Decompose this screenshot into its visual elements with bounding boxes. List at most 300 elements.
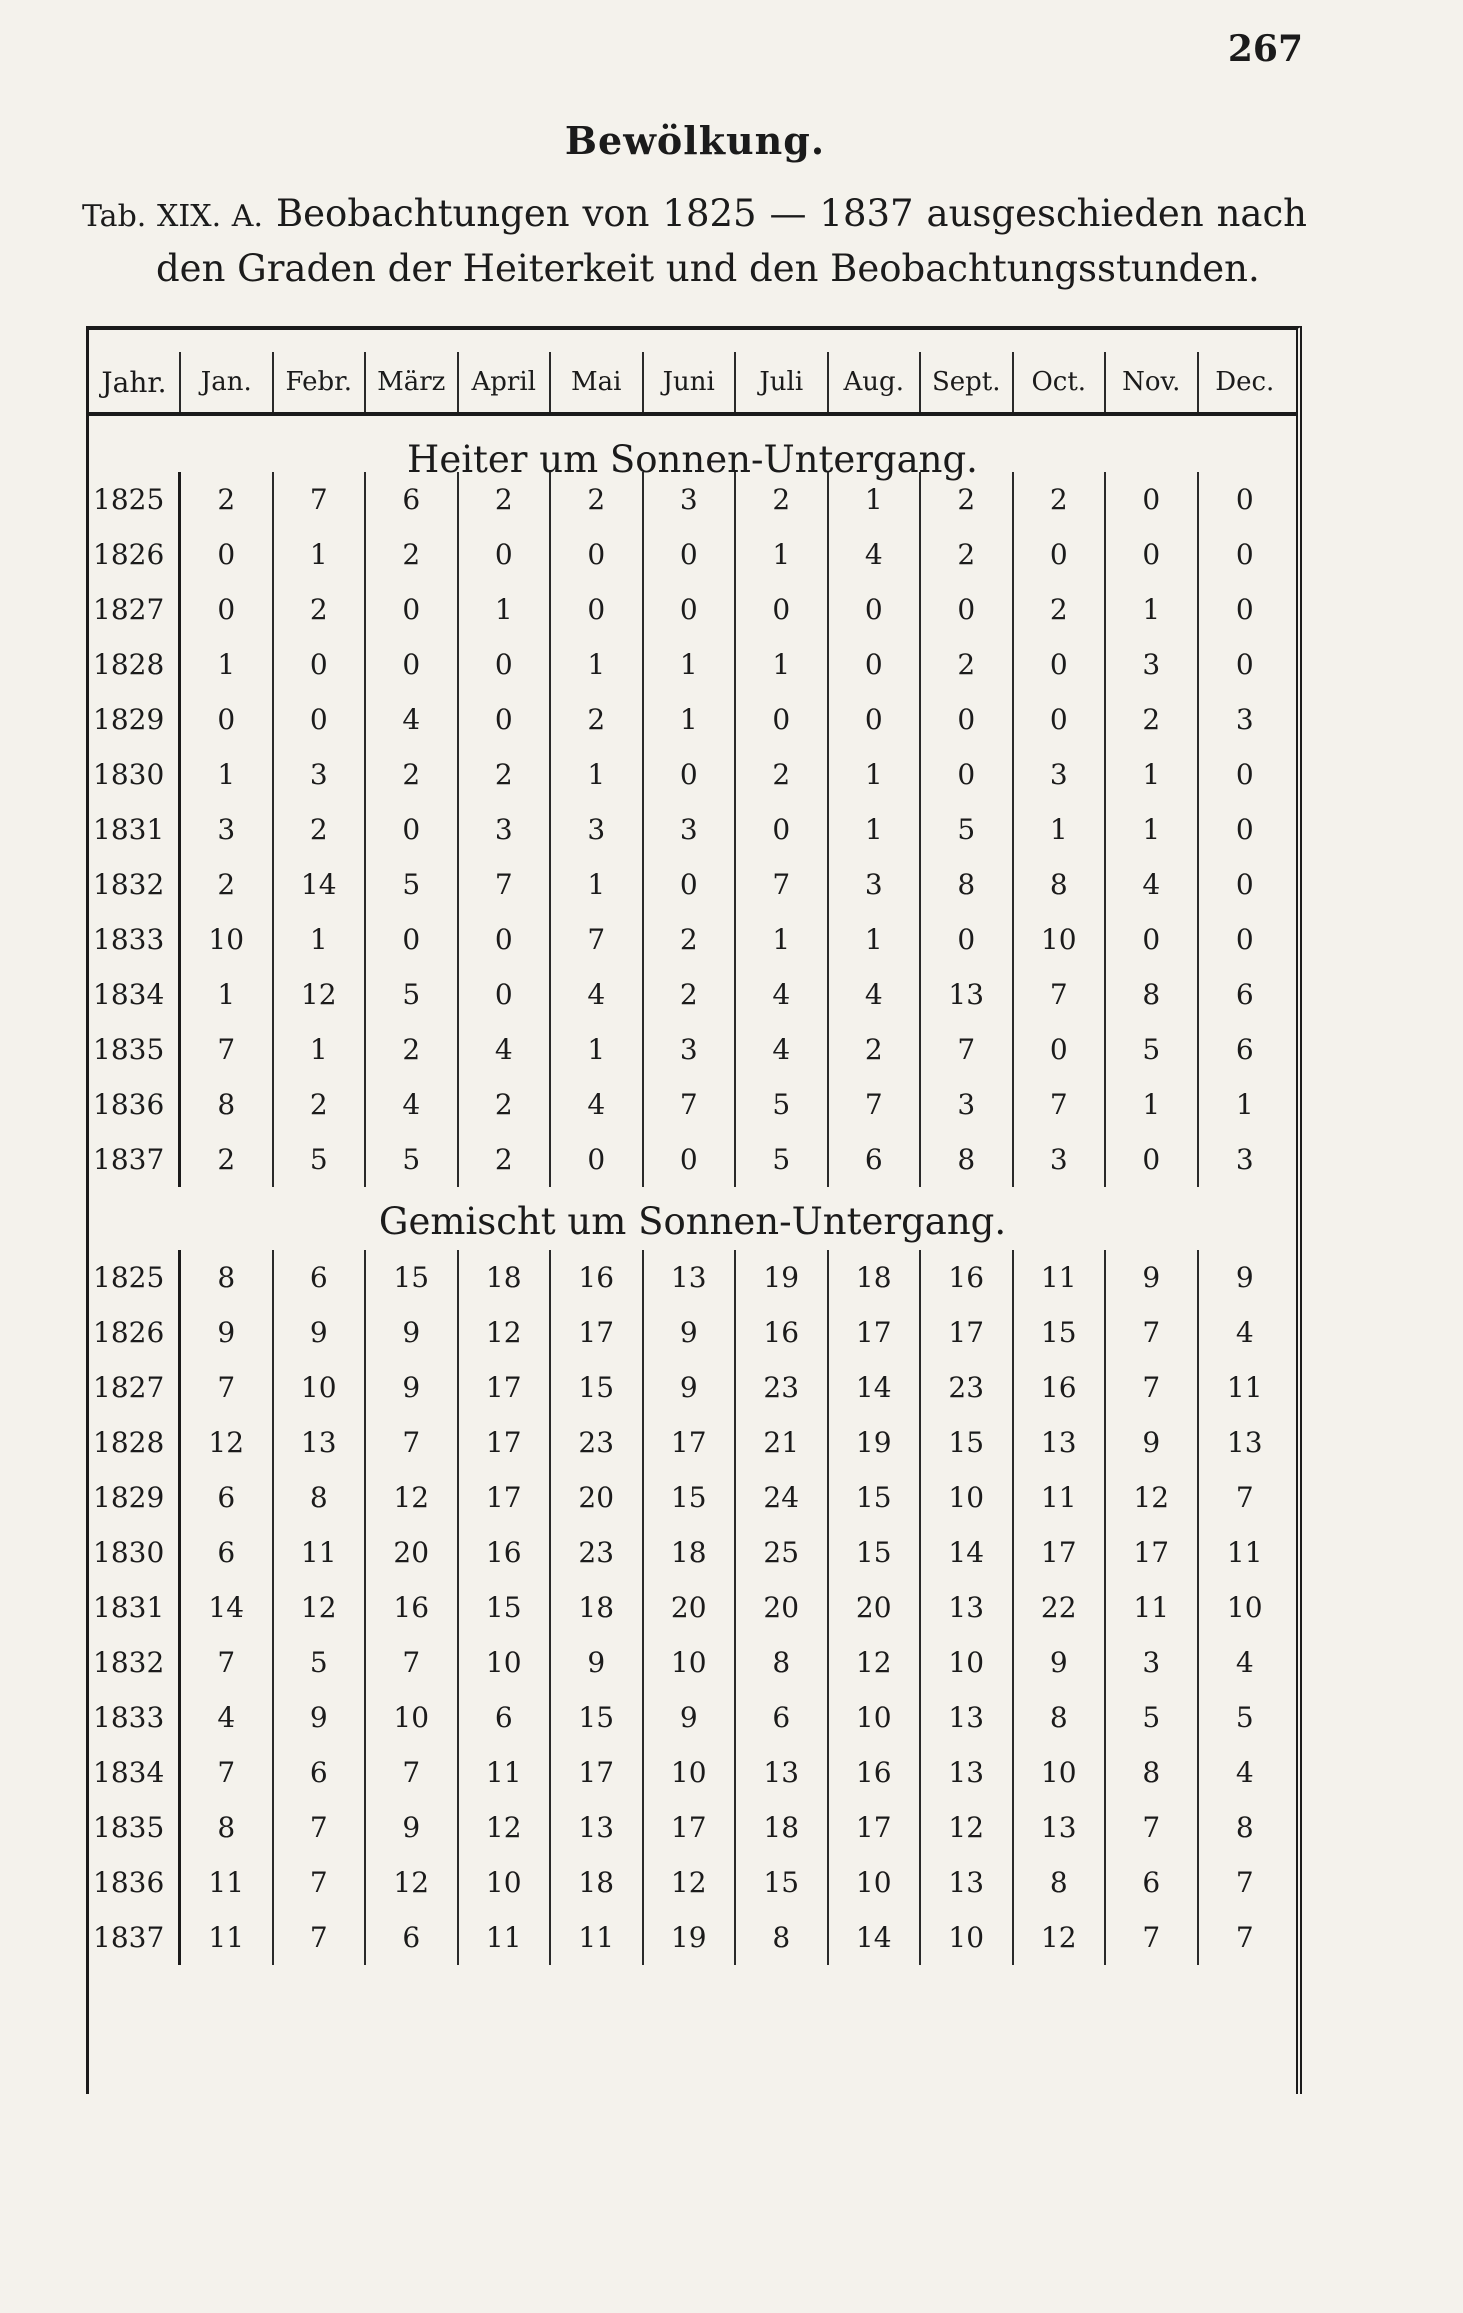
table-row <box>89 967 1296 1022</box>
table-row <box>89 1745 1296 1800</box>
value-cell: 9 <box>274 1305 367 1360</box>
value-cell: 4 <box>1235 1646 1254 1679</box>
value-cell: 10 <box>366 1690 459 1745</box>
section-title: Gemischt um Sonnen-Untergang. <box>378 1200 1007 1243</box>
table-caption <box>82 188 1307 295</box>
table-row <box>89 1077 1296 1132</box>
value-cell: 3 <box>1106 1635 1199 1690</box>
year-cell: 1825 <box>89 472 181 527</box>
value-cell: 4 <box>736 967 829 1022</box>
value-cell: 11 <box>1014 1470 1107 1525</box>
value-cell: 0 <box>366 582 459 637</box>
value-cell: 12 <box>829 1635 922 1690</box>
year-cell: 1829 <box>89 1470 181 1525</box>
value-cell: 10 <box>274 1360 367 1415</box>
table-row <box>89 1132 1296 1187</box>
column-header-year: Jahr. <box>89 352 181 412</box>
table-row <box>89 912 1296 967</box>
value-cell: 17 <box>921 1305 1014 1360</box>
value-cell: 3 <box>1235 703 1254 736</box>
value-cell: 8 <box>921 1132 1014 1187</box>
value-cell: 0 <box>366 637 459 692</box>
value-cell: 17 <box>1106 1525 1199 1580</box>
value-cell: 10 <box>1014 1745 1107 1800</box>
column-header-month: Mai <box>551 352 644 412</box>
value-cell: 10 <box>921 1635 1014 1690</box>
value-cell: 1 <box>829 747 922 802</box>
value-cell: 10 <box>1014 912 1107 967</box>
value-cell: 10 <box>1226 1591 1263 1624</box>
value-cell: 5 <box>274 1132 367 1187</box>
value-cell: 7 <box>921 1022 1014 1077</box>
year-cell: 1829 <box>89 692 181 747</box>
value-cell: 1 <box>459 582 552 637</box>
table-row <box>89 1525 1296 1580</box>
year-cell: 1837 <box>89 1910 181 1965</box>
value-cell: 0 <box>736 582 829 637</box>
value-cell: 2 <box>921 472 1014 527</box>
value-cell: 14 <box>181 1580 274 1635</box>
value-cell: 2 <box>1014 582 1107 637</box>
value-cell: 8 <box>274 1470 367 1525</box>
value-cell: 2 <box>921 637 1014 692</box>
value-cell: 17 <box>1014 1525 1107 1580</box>
table-row <box>89 637 1296 692</box>
value-cell: 0 <box>181 582 274 637</box>
value-cell: 0 <box>921 912 1014 967</box>
value-cell: 2 <box>459 1132 552 1187</box>
value-cell: 2 <box>366 747 459 802</box>
value-cell: 11 <box>459 1745 552 1800</box>
value-cell: 3 <box>1014 747 1107 802</box>
value-cell: 1 <box>551 637 644 692</box>
value-cell: 5 <box>366 967 459 1022</box>
year-cell: 1833 <box>89 1690 181 1745</box>
value-cell: 11 <box>1226 1371 1263 1404</box>
value-cell: 0 <box>459 637 552 692</box>
year-cell: 1826 <box>89 1305 181 1360</box>
value-cell: 0 <box>1235 648 1254 681</box>
year-cell: 1825 <box>89 1250 181 1305</box>
value-cell: 15 <box>829 1470 922 1525</box>
value-cell: 4 <box>1235 1316 1254 1349</box>
table-row <box>89 1690 1296 1745</box>
value-cell: 19 <box>644 1910 737 1965</box>
table-row <box>89 1415 1296 1470</box>
value-cell: 0 <box>921 747 1014 802</box>
year-cell: 1831 <box>89 802 181 857</box>
value-cell: 4 <box>551 1077 644 1132</box>
value-cell: 0 <box>181 527 274 582</box>
value-cell: 0 <box>644 747 737 802</box>
table-row <box>89 582 1296 637</box>
year-cell: 1834 <box>89 1745 181 1800</box>
value-cell: 1 <box>1014 802 1107 857</box>
value-cell: 0 <box>1014 527 1107 582</box>
value-cell: 13 <box>921 1690 1014 1745</box>
value-cell: 15 <box>551 1360 644 1415</box>
value-cell: 2 <box>366 1022 459 1077</box>
value-cell: 16 <box>921 1250 1014 1305</box>
value-cell: 6 <box>829 1132 922 1187</box>
year-cell: 1835 <box>89 1800 181 1855</box>
value-cell: 2 <box>551 692 644 747</box>
value-cell: 1 <box>274 912 367 967</box>
value-cell: 13 <box>274 1415 367 1470</box>
value-cell: 9 <box>366 1305 459 1360</box>
year-cell: 1830 <box>89 1525 181 1580</box>
value-cell: 1 <box>274 527 367 582</box>
value-cell: 7 <box>274 1910 367 1965</box>
value-cell: 0 <box>1235 593 1254 626</box>
value-cell: 15 <box>829 1525 922 1580</box>
table-row <box>89 857 1296 912</box>
value-cell: 18 <box>829 1250 922 1305</box>
value-cell: 15 <box>459 1580 552 1635</box>
column-header-month: Dec. <box>1215 367 1275 397</box>
value-cell: 13 <box>1014 1800 1107 1855</box>
table-row <box>89 1360 1296 1415</box>
column-header-month: Juni <box>644 352 737 412</box>
value-cell: 7 <box>274 1800 367 1855</box>
value-cell: 25 <box>736 1525 829 1580</box>
value-cell: 8 <box>1106 967 1199 1022</box>
year-cell: 1836 <box>89 1855 181 1910</box>
value-cell: 7 <box>551 912 644 967</box>
value-cell: 0 <box>1014 637 1107 692</box>
caption-line-1 <box>82 188 1307 243</box>
value-cell: 10 <box>921 1910 1014 1965</box>
value-cell: 23 <box>551 1415 644 1470</box>
value-cell: 8 <box>181 1250 274 1305</box>
value-cell: 10 <box>921 1470 1014 1525</box>
value-cell: 7 <box>644 1077 737 1132</box>
value-cell: 0 <box>1014 692 1107 747</box>
value-cell: 2 <box>644 967 737 1022</box>
value-cell: 1 <box>644 637 737 692</box>
value-cell: 3 <box>921 1077 1014 1132</box>
value-cell: 20 <box>644 1580 737 1635</box>
value-cell: 11 <box>181 1855 274 1910</box>
value-cell: 15 <box>551 1690 644 1745</box>
value-cell: 9 <box>366 1800 459 1855</box>
value-cell: 0 <box>736 802 829 857</box>
value-cell: 11 <box>1226 1536 1263 1569</box>
value-cell: 19 <box>736 1250 829 1305</box>
value-cell: 1 <box>1106 802 1199 857</box>
value-cell: 1 <box>181 967 274 1022</box>
value-cell: 9 <box>274 1690 367 1745</box>
section-rows <box>89 1250 1296 1965</box>
column-header-month: Aug. <box>829 352 922 412</box>
table-label: Tab. XIX. A. <box>82 199 264 234</box>
year-cell: 1831 <box>89 1580 181 1635</box>
table-row <box>89 1250 1296 1305</box>
value-cell: 4 <box>459 1022 552 1077</box>
value-cell: 0 <box>1235 813 1254 846</box>
value-cell: 5 <box>1106 1690 1199 1745</box>
value-cell: 5 <box>1235 1701 1254 1734</box>
value-cell: 10 <box>644 1745 737 1800</box>
value-cell: 8 <box>181 1077 274 1132</box>
value-cell: 24 <box>736 1470 829 1525</box>
value-cell: 12 <box>274 1580 367 1635</box>
value-cell: 0 <box>829 582 922 637</box>
year-cell: 1833 <box>89 912 181 967</box>
value-cell: 2 <box>1014 472 1107 527</box>
value-cell: 3 <box>644 1022 737 1077</box>
value-cell: 0 <box>1106 472 1199 527</box>
value-cell: 17 <box>644 1800 737 1855</box>
year-cell: 1826 <box>89 527 181 582</box>
value-cell: 1 <box>1106 582 1199 637</box>
value-cell: 0 <box>459 967 552 1022</box>
value-cell: 9 <box>644 1360 737 1415</box>
value-cell: 7 <box>181 1745 274 1800</box>
table-header-row <box>89 352 1296 416</box>
value-cell: 1 <box>829 472 922 527</box>
value-cell: 0 <box>1106 912 1199 967</box>
value-cell: 11 <box>551 1910 644 1965</box>
value-cell: 17 <box>459 1360 552 1415</box>
value-cell: 0 <box>1235 758 1254 791</box>
value-cell: 20 <box>829 1580 922 1635</box>
value-cell: 5 <box>274 1635 367 1690</box>
value-cell: 3 <box>1235 1143 1254 1176</box>
value-cell: 2 <box>181 472 274 527</box>
value-cell: 12 <box>274 967 367 1022</box>
year-cell: 1830 <box>89 747 181 802</box>
value-cell: 18 <box>736 1800 829 1855</box>
value-cell: 14 <box>829 1910 922 1965</box>
caption-text-1: Beobachtungen von 1825 — 1837 ausgeschieden nach <box>275 192 1308 235</box>
value-cell: 1 <box>1106 1077 1199 1132</box>
value-cell: 2 <box>274 802 367 857</box>
value-cell: 0 <box>274 637 367 692</box>
value-cell: 7 <box>829 1077 922 1132</box>
value-cell: 2 <box>459 747 552 802</box>
value-cell: 4 <box>1106 857 1199 912</box>
value-cell: 1 <box>736 912 829 967</box>
value-cell: 6 <box>1235 978 1254 1011</box>
value-cell: 21 <box>736 1415 829 1470</box>
value-cell: 9 <box>181 1305 274 1360</box>
value-cell: 7 <box>1235 1481 1254 1514</box>
value-cell: 4 <box>181 1690 274 1745</box>
value-cell: 5 <box>366 1132 459 1187</box>
value-cell: 14 <box>829 1360 922 1415</box>
value-cell: 23 <box>736 1360 829 1415</box>
value-cell: 0 <box>366 912 459 967</box>
value-cell: 1 <box>736 637 829 692</box>
value-cell: 13 <box>1226 1426 1263 1459</box>
value-cell: 0 <box>181 692 274 747</box>
value-cell: 11 <box>274 1525 367 1580</box>
year-cell: 1837 <box>89 1132 181 1187</box>
data-table <box>86 326 1302 2094</box>
value-cell: 0 <box>459 912 552 967</box>
table-row <box>89 1580 1296 1635</box>
value-cell: 0 <box>551 582 644 637</box>
column-header-month: Oct. <box>1014 352 1107 412</box>
value-cell: 1 <box>644 692 737 747</box>
value-cell: 1 <box>1106 747 1199 802</box>
value-cell: 8 <box>736 1635 829 1690</box>
value-cell: 0 <box>551 527 644 582</box>
value-cell: 23 <box>921 1360 1014 1415</box>
value-cell: 20 <box>366 1525 459 1580</box>
table-row <box>89 1855 1296 1910</box>
value-cell: 15 <box>366 1250 459 1305</box>
value-cell: 0 <box>644 857 737 912</box>
year-cell: 1832 <box>89 1635 181 1690</box>
value-cell: 11 <box>181 1910 274 1965</box>
table-row <box>89 1910 1296 1965</box>
value-cell: 8 <box>181 1800 274 1855</box>
value-cell: 2 <box>274 582 367 637</box>
value-cell: 12 <box>181 1415 274 1470</box>
value-cell: 14 <box>921 1525 1014 1580</box>
value-cell: 0 <box>1014 1022 1107 1077</box>
value-cell: 15 <box>1014 1305 1107 1360</box>
year-cell: 1834 <box>89 967 181 1022</box>
value-cell: 6 <box>366 472 459 527</box>
value-cell: 3 <box>551 802 644 857</box>
value-cell: 11 <box>459 1910 552 1965</box>
value-cell: 4 <box>551 967 644 1022</box>
value-cell: 19 <box>829 1415 922 1470</box>
value-cell: 16 <box>459 1525 552 1580</box>
year-cell: 1828 <box>89 1415 181 1470</box>
value-cell: 4 <box>366 1077 459 1132</box>
value-cell: 13 <box>921 1855 1014 1910</box>
value-cell: 16 <box>1014 1360 1107 1415</box>
value-cell: 8 <box>1014 1690 1107 1745</box>
column-header-month: Juli <box>736 352 829 412</box>
table-row <box>89 1022 1296 1077</box>
value-cell: 16 <box>736 1305 829 1360</box>
value-cell: 13 <box>921 1580 1014 1635</box>
value-cell: 12 <box>921 1800 1014 1855</box>
value-cell: 6 <box>181 1525 274 1580</box>
value-cell: 0 <box>274 692 367 747</box>
section-title: Heiter um Sonnen-Untergang. <box>407 438 978 481</box>
value-cell: 7 <box>1014 967 1107 1022</box>
value-cell: 7 <box>1235 1866 1254 1899</box>
value-cell: 10 <box>459 1635 552 1690</box>
value-cell: 13 <box>736 1745 829 1800</box>
value-cell: 0 <box>829 692 922 747</box>
value-cell: 1 <box>736 527 829 582</box>
value-cell: 8 <box>736 1910 829 1965</box>
value-cell: 8 <box>1014 857 1107 912</box>
value-cell: 23 <box>551 1525 644 1580</box>
value-cell: 3 <box>644 472 737 527</box>
value-cell: 10 <box>459 1855 552 1910</box>
year-cell: 1835 <box>89 1022 181 1077</box>
year-cell: 1827 <box>89 582 181 637</box>
value-cell: 9 <box>366 1360 459 1415</box>
value-cell: 1 <box>1235 1088 1254 1121</box>
value-cell: 2 <box>181 1132 274 1187</box>
value-cell: 2 <box>459 1077 552 1132</box>
value-cell: 12 <box>644 1855 737 1910</box>
table-row <box>89 1635 1296 1690</box>
value-cell: 2 <box>1106 692 1199 747</box>
value-cell: 5 <box>921 802 1014 857</box>
value-cell: 16 <box>551 1250 644 1305</box>
value-cell: 15 <box>644 1470 737 1525</box>
value-cell: 6 <box>459 1690 552 1745</box>
value-cell: 0 <box>921 692 1014 747</box>
value-cell: 7 <box>459 857 552 912</box>
table-row <box>89 747 1296 802</box>
caption-line-2: den Graden der Heiterkeit und den Beobachtungsstunden. <box>156 247 1260 290</box>
table-row <box>89 692 1296 747</box>
value-cell: 7 <box>1106 1360 1199 1415</box>
value-cell: 17 <box>551 1745 644 1800</box>
value-cell: 6 <box>274 1745 367 1800</box>
value-cell: 0 <box>644 527 737 582</box>
value-cell: 8 <box>1106 1745 1199 1800</box>
column-header-month: Febr. <box>274 352 367 412</box>
value-cell: 7 <box>366 1635 459 1690</box>
value-cell: 7 <box>366 1415 459 1470</box>
value-cell: 0 <box>921 582 1014 637</box>
value-cell: 20 <box>551 1470 644 1525</box>
value-cell: 9 <box>644 1305 737 1360</box>
value-cell: 4 <box>366 692 459 747</box>
value-cell: 20 <box>736 1580 829 1635</box>
value-cell: 7 <box>274 472 367 527</box>
value-cell: 13 <box>921 1745 1014 1800</box>
value-cell: 9 <box>1106 1415 1199 1470</box>
value-cell: 9 <box>1235 1261 1254 1294</box>
column-header-month: März <box>366 352 459 412</box>
value-cell: 6 <box>1106 1855 1199 1910</box>
value-cell: 9 <box>1014 1635 1107 1690</box>
value-cell: 2 <box>551 472 644 527</box>
value-cell: 0 <box>644 1132 737 1187</box>
value-cell: 7 <box>274 1855 367 1910</box>
value-cell: 12 <box>459 1305 552 1360</box>
value-cell: 5 <box>1106 1022 1199 1077</box>
value-cell: 13 <box>1014 1415 1107 1470</box>
value-cell: 2 <box>644 912 737 967</box>
value-cell: 3 <box>1014 1132 1107 1187</box>
value-cell: 17 <box>829 1305 922 1360</box>
value-cell: 4 <box>829 967 922 1022</box>
value-cell: 1 <box>829 802 922 857</box>
value-cell: 6 <box>274 1250 367 1305</box>
value-cell: 0 <box>644 582 737 637</box>
value-cell: 10 <box>829 1690 922 1745</box>
value-cell: 10 <box>829 1855 922 1910</box>
value-cell: 1 <box>181 747 274 802</box>
value-cell: 2 <box>736 747 829 802</box>
value-cell: 11 <box>1106 1580 1199 1635</box>
value-cell: 16 <box>366 1580 459 1635</box>
value-cell: 16 <box>829 1745 922 1800</box>
value-cell: 0 <box>1235 923 1254 956</box>
column-header-month: Nov. <box>1106 352 1199 412</box>
column-header-month: April <box>459 352 552 412</box>
value-cell: 17 <box>644 1415 737 1470</box>
value-cell: 7 <box>1235 1921 1254 1954</box>
value-cell: 9 <box>1106 1250 1199 1305</box>
year-cell: 1832 <box>89 857 181 912</box>
value-cell: 12 <box>1014 1910 1107 1965</box>
